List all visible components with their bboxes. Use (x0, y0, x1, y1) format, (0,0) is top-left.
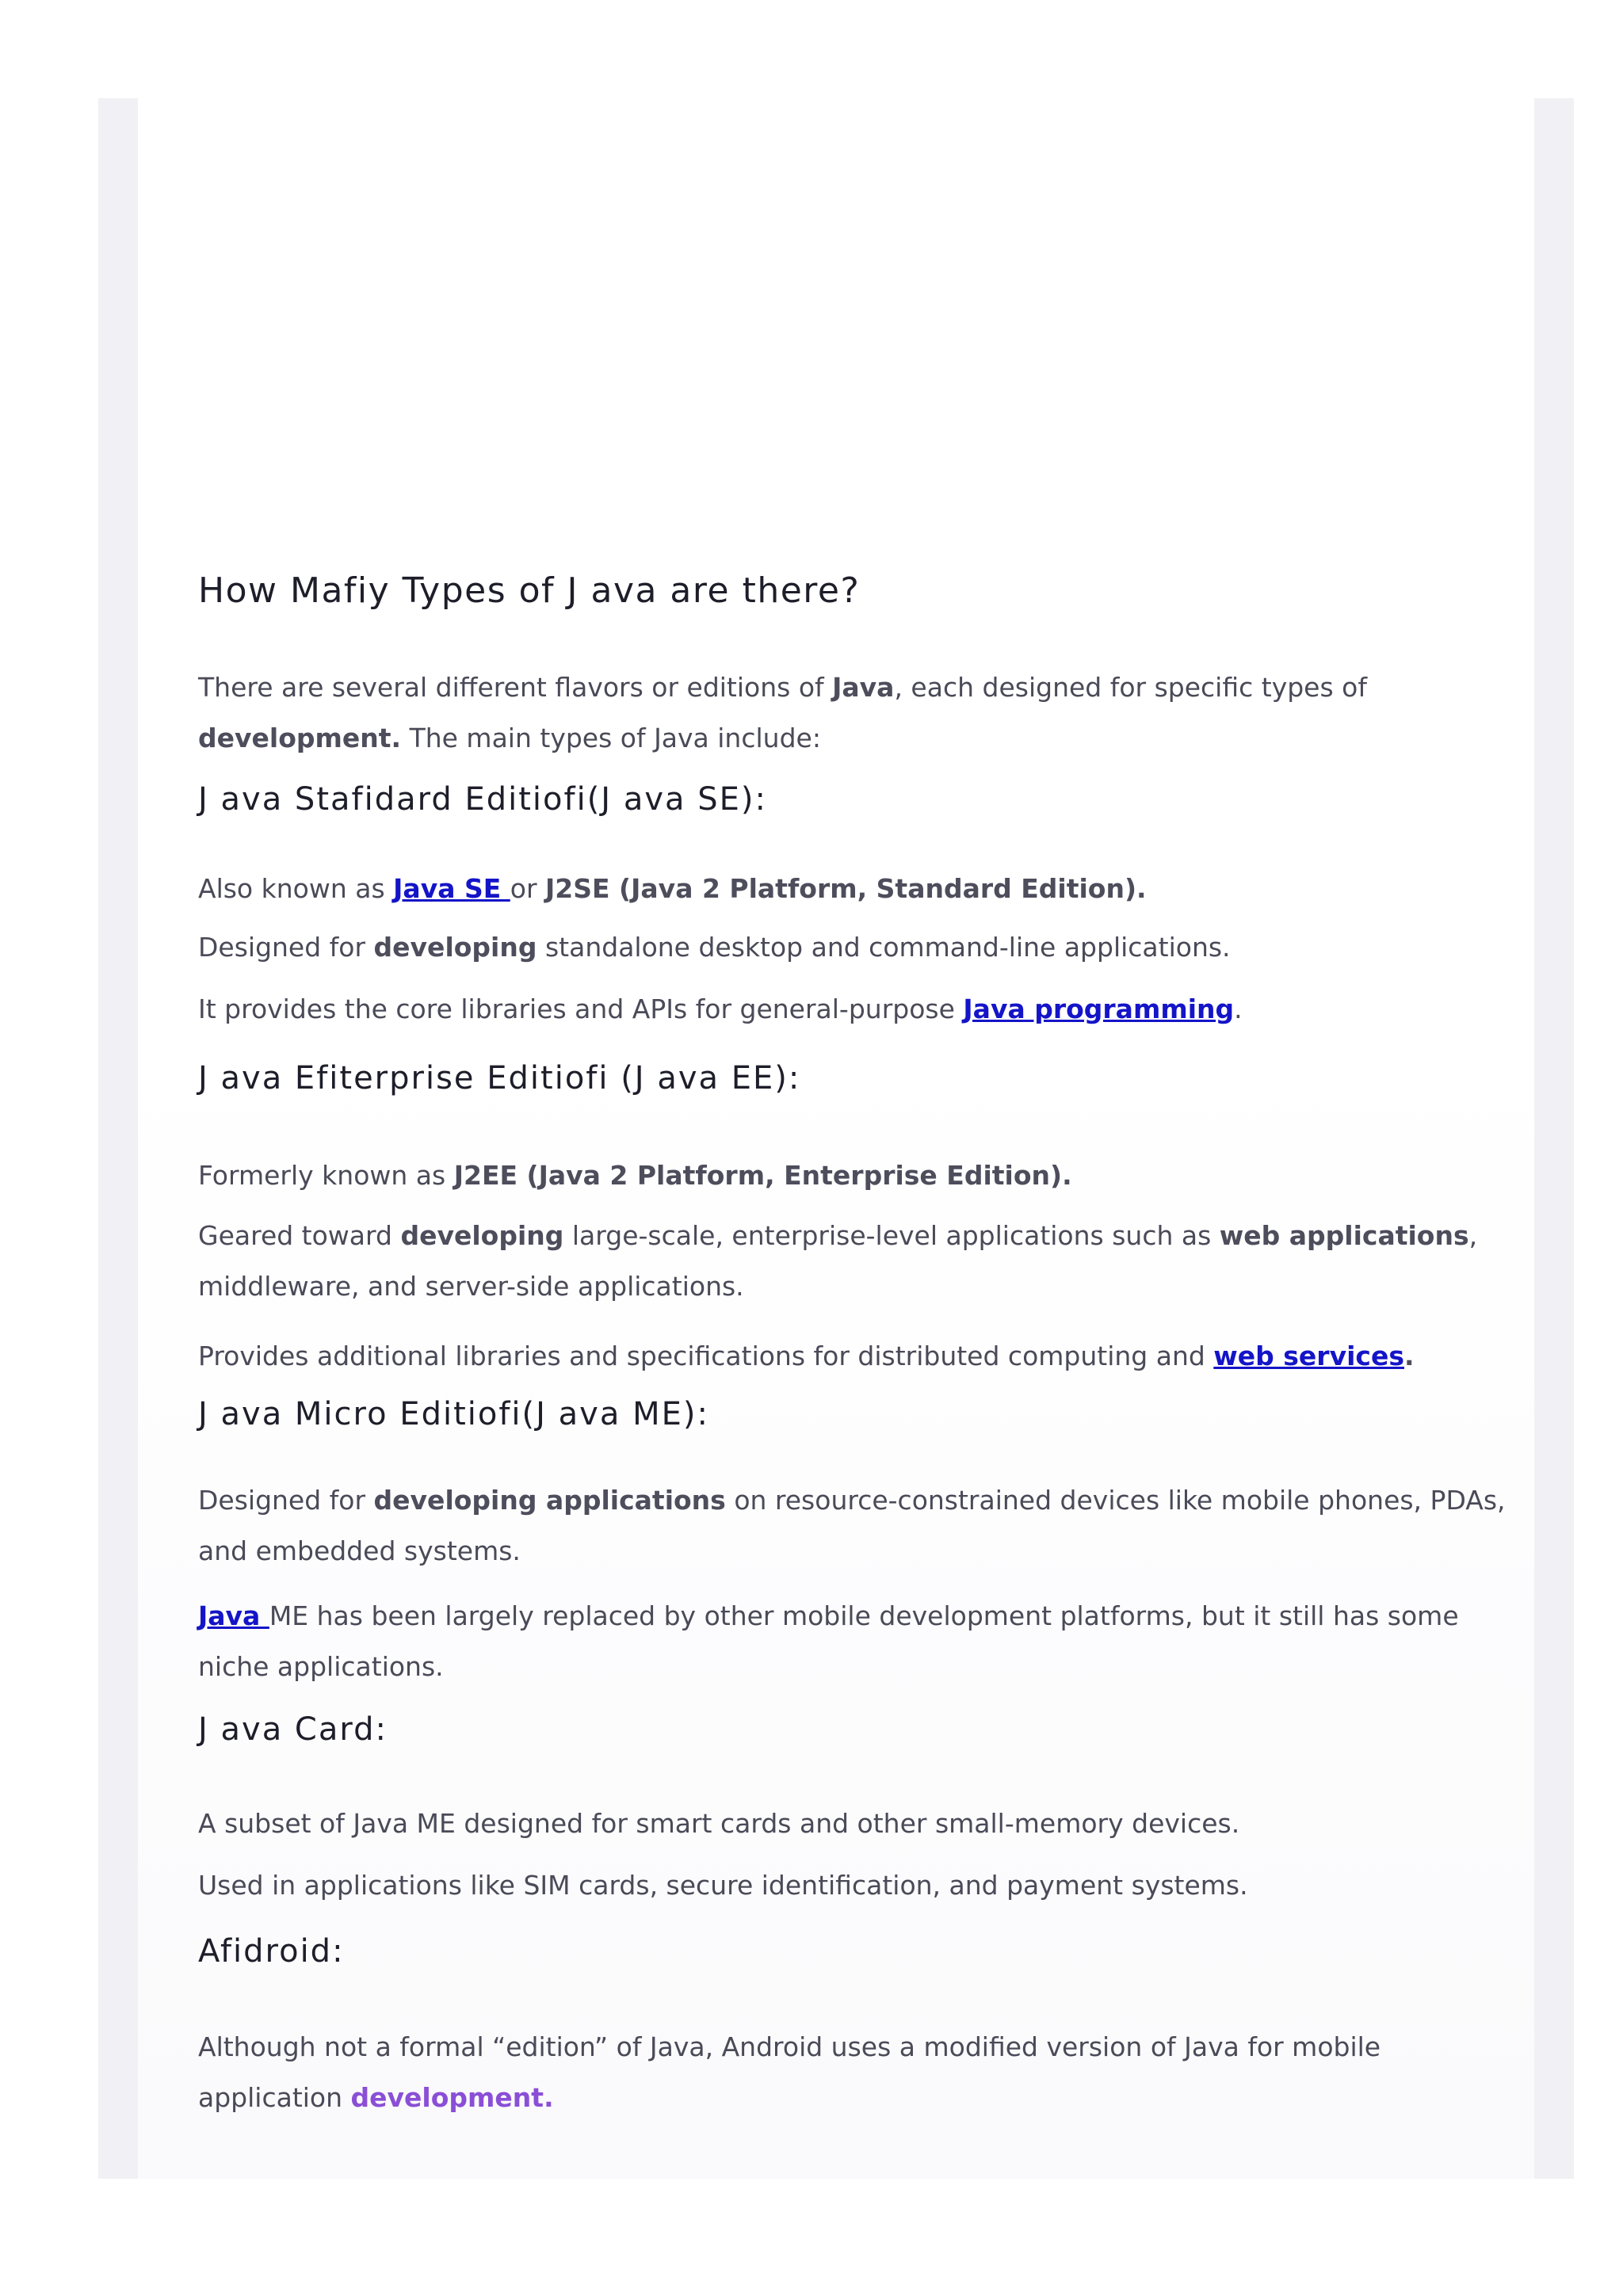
ee-para-2-cont: middleware, and server-side applications. (198, 1271, 744, 1302)
se-j2se: J2SE (Java 2 Platform, Standard Edition). (545, 873, 1147, 904)
intro-text-2: , each designed for speciﬁc types of (894, 672, 1367, 703)
android-para-1: Although not a formal “edition” of Java, Android uses a modiﬁed version of Java for mobile (198, 2031, 1381, 2062)
intro-java: Java (832, 672, 895, 703)
me-text: Designed for (198, 1485, 374, 1516)
ee-para-3 (198, 1331, 1415, 1382)
me-para-2-cont: niche applications. (198, 1651, 444, 1682)
ee-developing: developing (400, 1220, 564, 1251)
android-para-2 (198, 2073, 554, 2123)
se-text: Also known as (198, 873, 394, 904)
me-para-1 (198, 1475, 1506, 1526)
se-para-1 (198, 864, 1147, 914)
ee-text-2: Geared toward (198, 1220, 401, 1251)
web-services-link[interactable]: web services (1213, 1341, 1404, 1371)
ee-para-2 (198, 1211, 1477, 1261)
heading-java-se: J ava Stafidard Editiofi(J ava SE): (198, 781, 767, 818)
se-para-3 (198, 984, 1243, 1035)
java-link[interactable]: Java (198, 1600, 269, 1631)
left-margin-strip (98, 98, 138, 2179)
card-para-2: Used in applications like SIM cards, secure identiﬁcation, and payment systems. (198, 1870, 1248, 1901)
android-development: development. (350, 2082, 554, 2113)
ee-text-4: Provides additional libraries and speciﬁcations for distributed computing and (198, 1341, 1214, 1371)
intro-text: There are several diﬀerent ﬂavors or editions of (198, 672, 833, 703)
android-text: application (198, 2082, 351, 2113)
me-text-3: ME has been largely replaced by other mobile development platforms, but it still has some (269, 1600, 1459, 1631)
ee-text-3: large-scale, enterprise-level applications such as (563, 1220, 1220, 1251)
ee-web-applications: web applications (1219, 1220, 1469, 1251)
ee-j2ee: J2EE (Java 2 Platform, Enterprise Edition). (453, 1160, 1072, 1191)
ee-para-1 (198, 1150, 1072, 1201)
java-se-link[interactable]: Java SE (393, 873, 510, 904)
se-text-4: It provides the core libraries and APIs for general-purpose (198, 994, 964, 1024)
me-text-2: on resource-constrained devices like mobile phones, PDAs, (725, 1485, 1506, 1516)
page-title: How Mafiy Types of J ava are there? (198, 570, 861, 611)
heading-android: Afidroid: (198, 1933, 345, 1970)
se-text-3: standalone desktop and command-line applications. (537, 932, 1231, 963)
intro-development: development. (198, 723, 402, 753)
right-margin-strip (1534, 98, 1574, 2179)
java-programming-link[interactable]: Java programming (963, 994, 1235, 1024)
se-text-2: Designed for (198, 932, 374, 963)
ee-period: . (1403, 1341, 1415, 1371)
heading-java-card: J ava Card: (198, 1711, 388, 1748)
intro-line-2 (198, 713, 821, 764)
intro-line-1 (198, 662, 1367, 713)
se-or: or (510, 873, 546, 904)
me-para-2 (198, 1591, 1459, 1642)
card-para-1: A subset of Java ME designed for smart cards and other small-memory devices. (198, 1808, 1240, 1839)
se-developing: developing (373, 932, 537, 963)
intro-text-3: The main types of Java include: (401, 723, 821, 753)
ee-comma: , (1468, 1220, 1478, 1251)
me-para-1-cont: and embedded systems. (198, 1535, 521, 1566)
ee-text: Formerly known as (198, 1160, 454, 1191)
me-developing-applications: developing applications (373, 1485, 726, 1516)
heading-java-me: J ava Micro Editiofi(J ava ME): (198, 1396, 709, 1432)
se-period: . (1234, 994, 1243, 1024)
heading-java-ee: J ava Efiterprise Editiofi (J ava EE): (198, 1060, 801, 1097)
se-para-2 (198, 922, 1231, 973)
